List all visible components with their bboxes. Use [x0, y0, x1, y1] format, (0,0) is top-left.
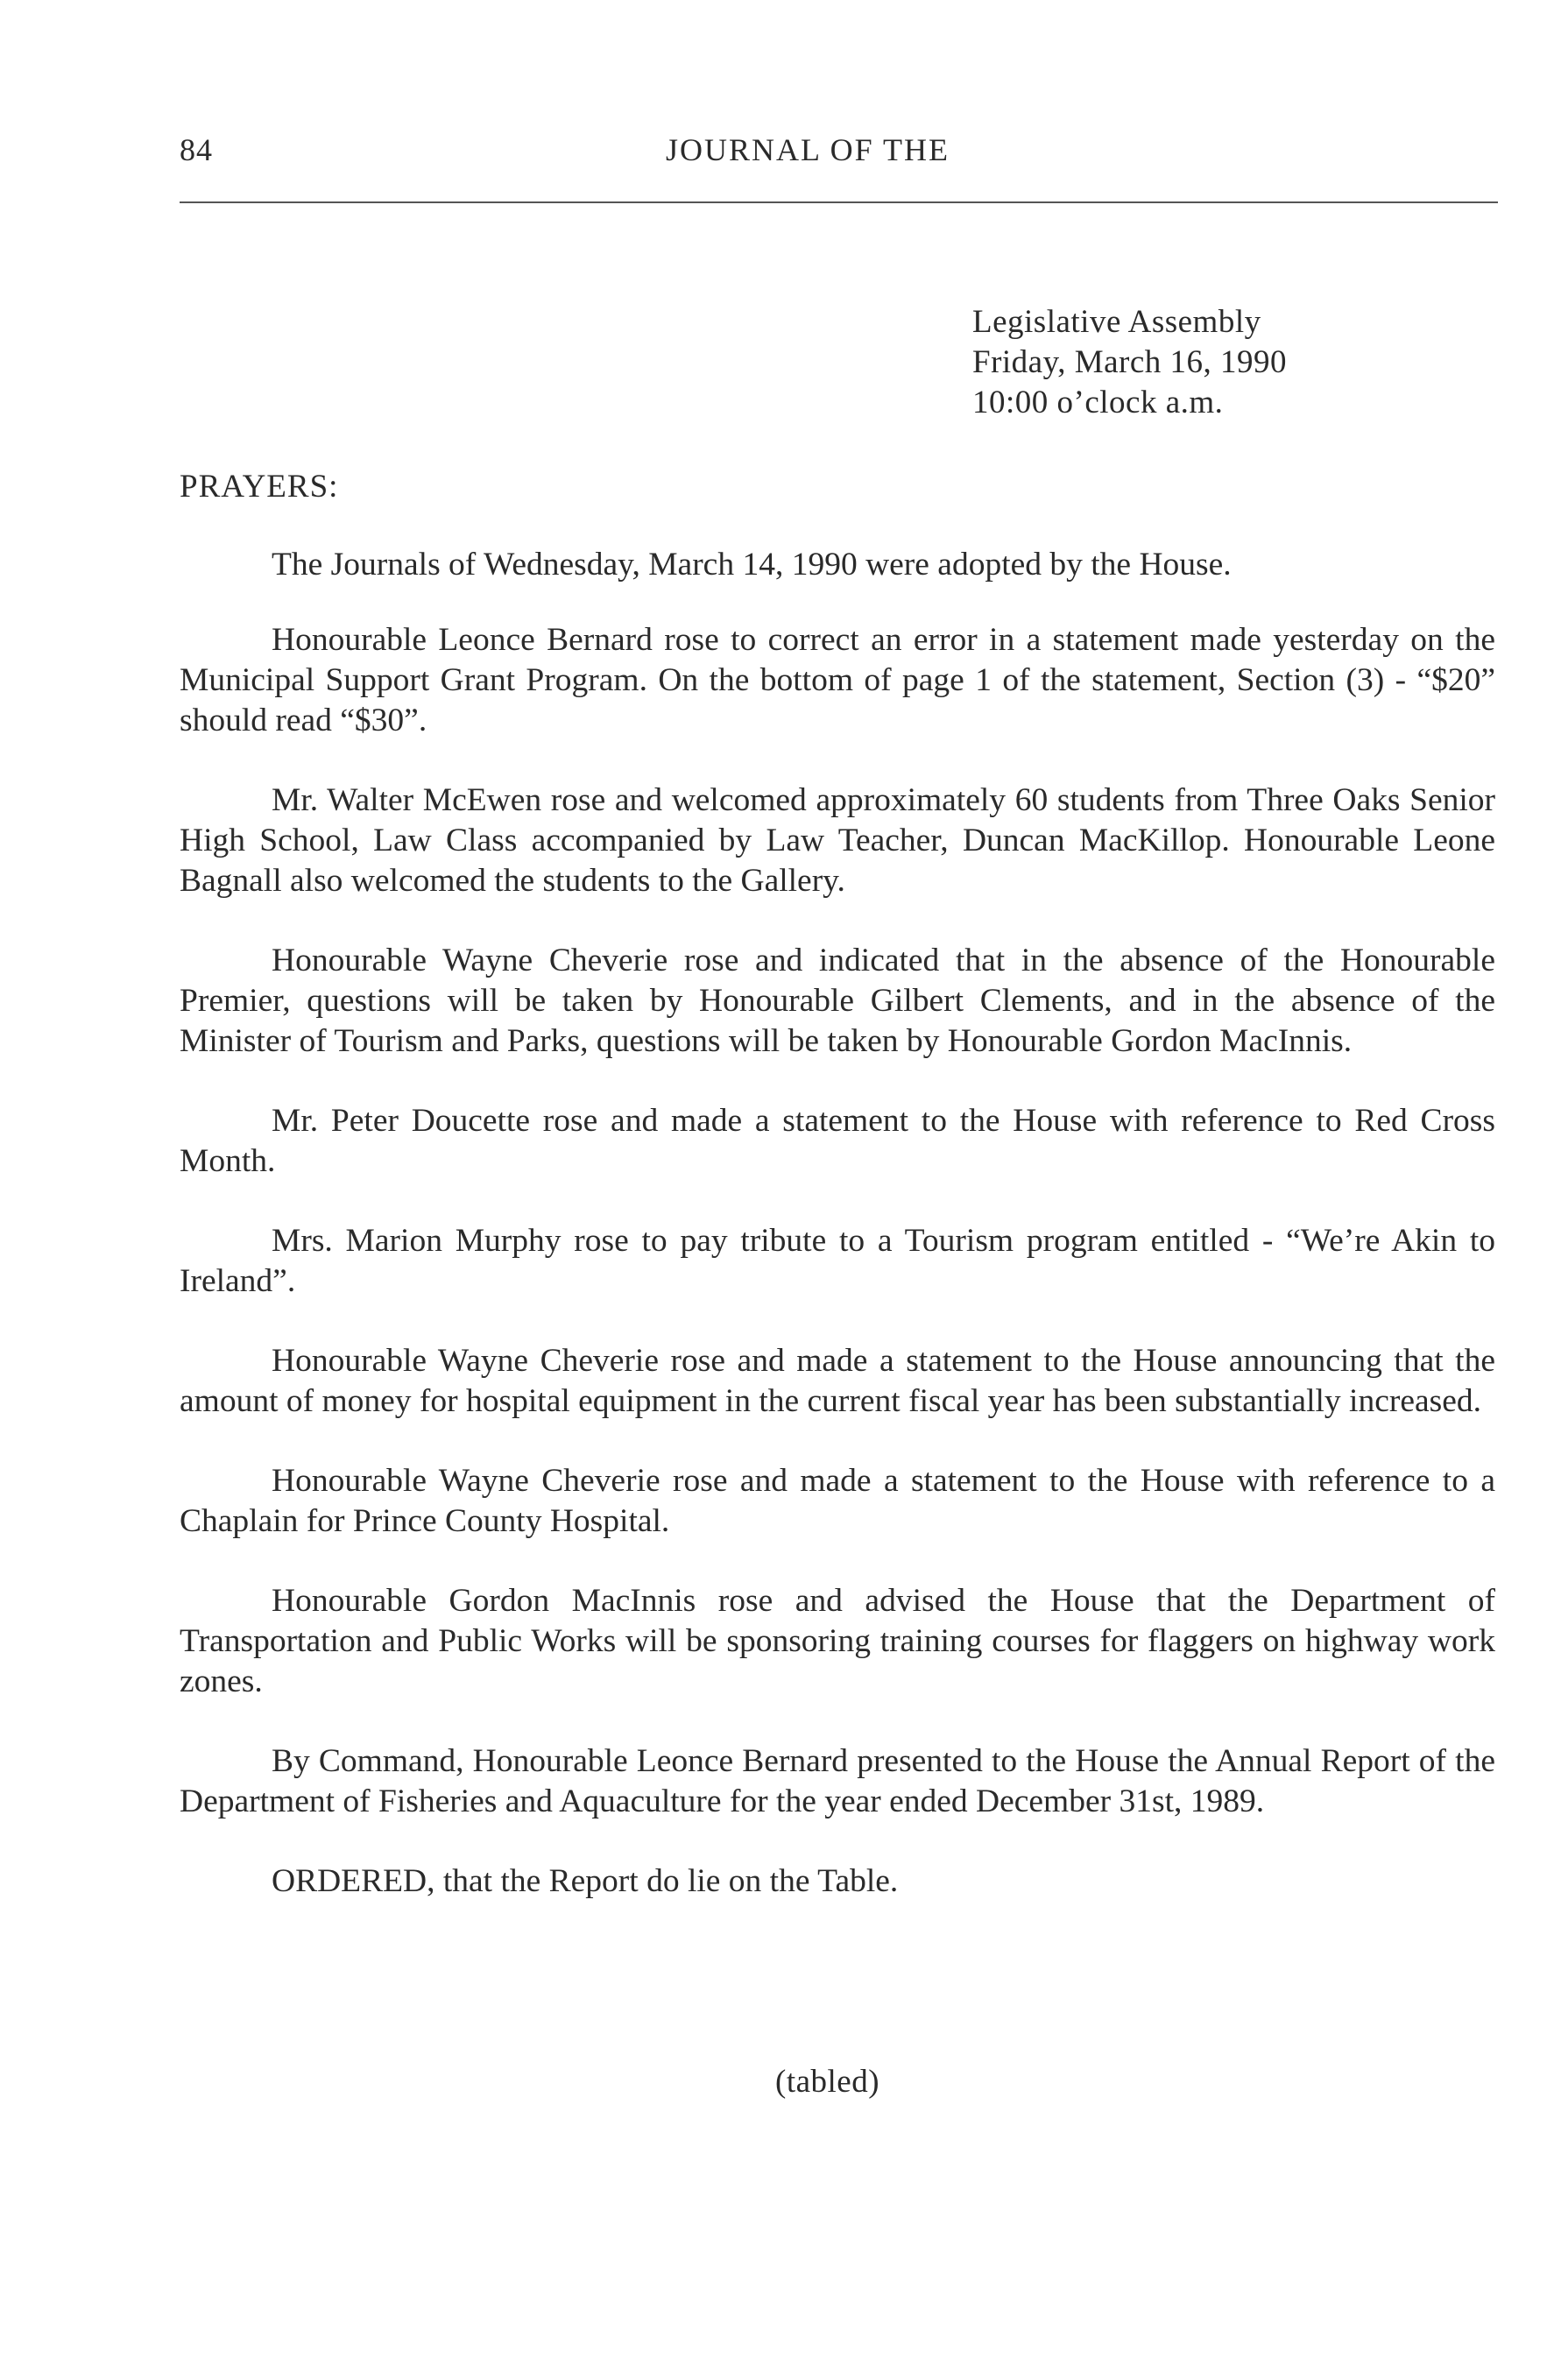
prayers-heading: PRAYERS:	[180, 469, 339, 505]
paragraph-cheverie-chaplain: Honourable Wayne Cheverie rose and made a statement to the House with reference to a Chaplain for Prince County Hospital.	[180, 1463, 1495, 1539]
paragraph-bernard-correction: Honourable Leonce Bernard rose to correct an error in a statement made yesterday on the Municipal Support Grant Program. On the bottom of page 1 of the statement, Section (3) - “$20” should read “$30”.	[180, 622, 1495, 738]
paragraph-mcewen-welcome: Mr. Walter McEwen rose and welcomed approximately 60 students from Three Oaks Senior High School, Law Class accompanied by Law Teacher, Duncan MacKillop. Honourable Leone Bagnall also welcomed the students to the Gallery.	[180, 782, 1495, 899]
paragraph-ordered: ORDERED, that the Report do lie on the Table.	[272, 1863, 899, 1899]
paragraph-doucette-red-cross: Mr. Peter Doucette rose and made a statement to the House with reference to Red Cross Month.	[180, 1103, 1495, 1179]
session-info	[972, 302, 1287, 423]
header-rule	[180, 201, 1498, 203]
session-date: Friday, March 16, 1990	[972, 344, 1288, 380]
running-head: JOURNAL OF THE	[666, 132, 950, 167]
proceedings-body	[180, 545, 1495, 1941]
page-number: 84	[180, 132, 213, 167]
paragraph-macinnis-flaggers: Honourable Gordon MacInnis rose and advised the House that the Department of Transportation and Public Works will be sponsoring training courses for flaggers on highway work zones.	[180, 1583, 1495, 1699]
paragraph-cheverie-absence: Honourable Wayne Cheverie rose and indicated that in the absence of the Honourable Premier, questions will be taken by Honourable Gilbert Clements, and in the absence of the Minister of Tourism and Parks, questions will be taken by Honourable Gordon MacInnis.	[180, 943, 1495, 1059]
paragraph-murphy-tourism: Mrs. Marion Murphy rose to pay tribute to a Tourism program entitled - “We’re Akin to Ireland”.	[180, 1223, 1495, 1299]
paragraph-bernard-annual-report: By Command, Honourable Leonce Bernard presented to the House the Annual Report of the Department of Fisheries and Aquaculture for the year ended December 31st, 1989.	[180, 1743, 1495, 1819]
page-header	[180, 131, 1498, 184]
session-time: 10:00 o’clock a.m.	[972, 385, 1224, 420]
session-body: Legislative Assembly	[972, 304, 1261, 340]
tabled-note: (tabled)	[775, 2064, 880, 2100]
paragraph-cheverie-hospital-equipment: Honourable Wayne Cheverie rose and made a statement to the House announcing that the amount of money for hospital equipment in the current fiscal year has been substantially increased.	[180, 1343, 1495, 1419]
paragraph-journals-adopted: The Journals of Wednesday, March 14, 1990 were adopted by the House.	[272, 547, 1232, 583]
